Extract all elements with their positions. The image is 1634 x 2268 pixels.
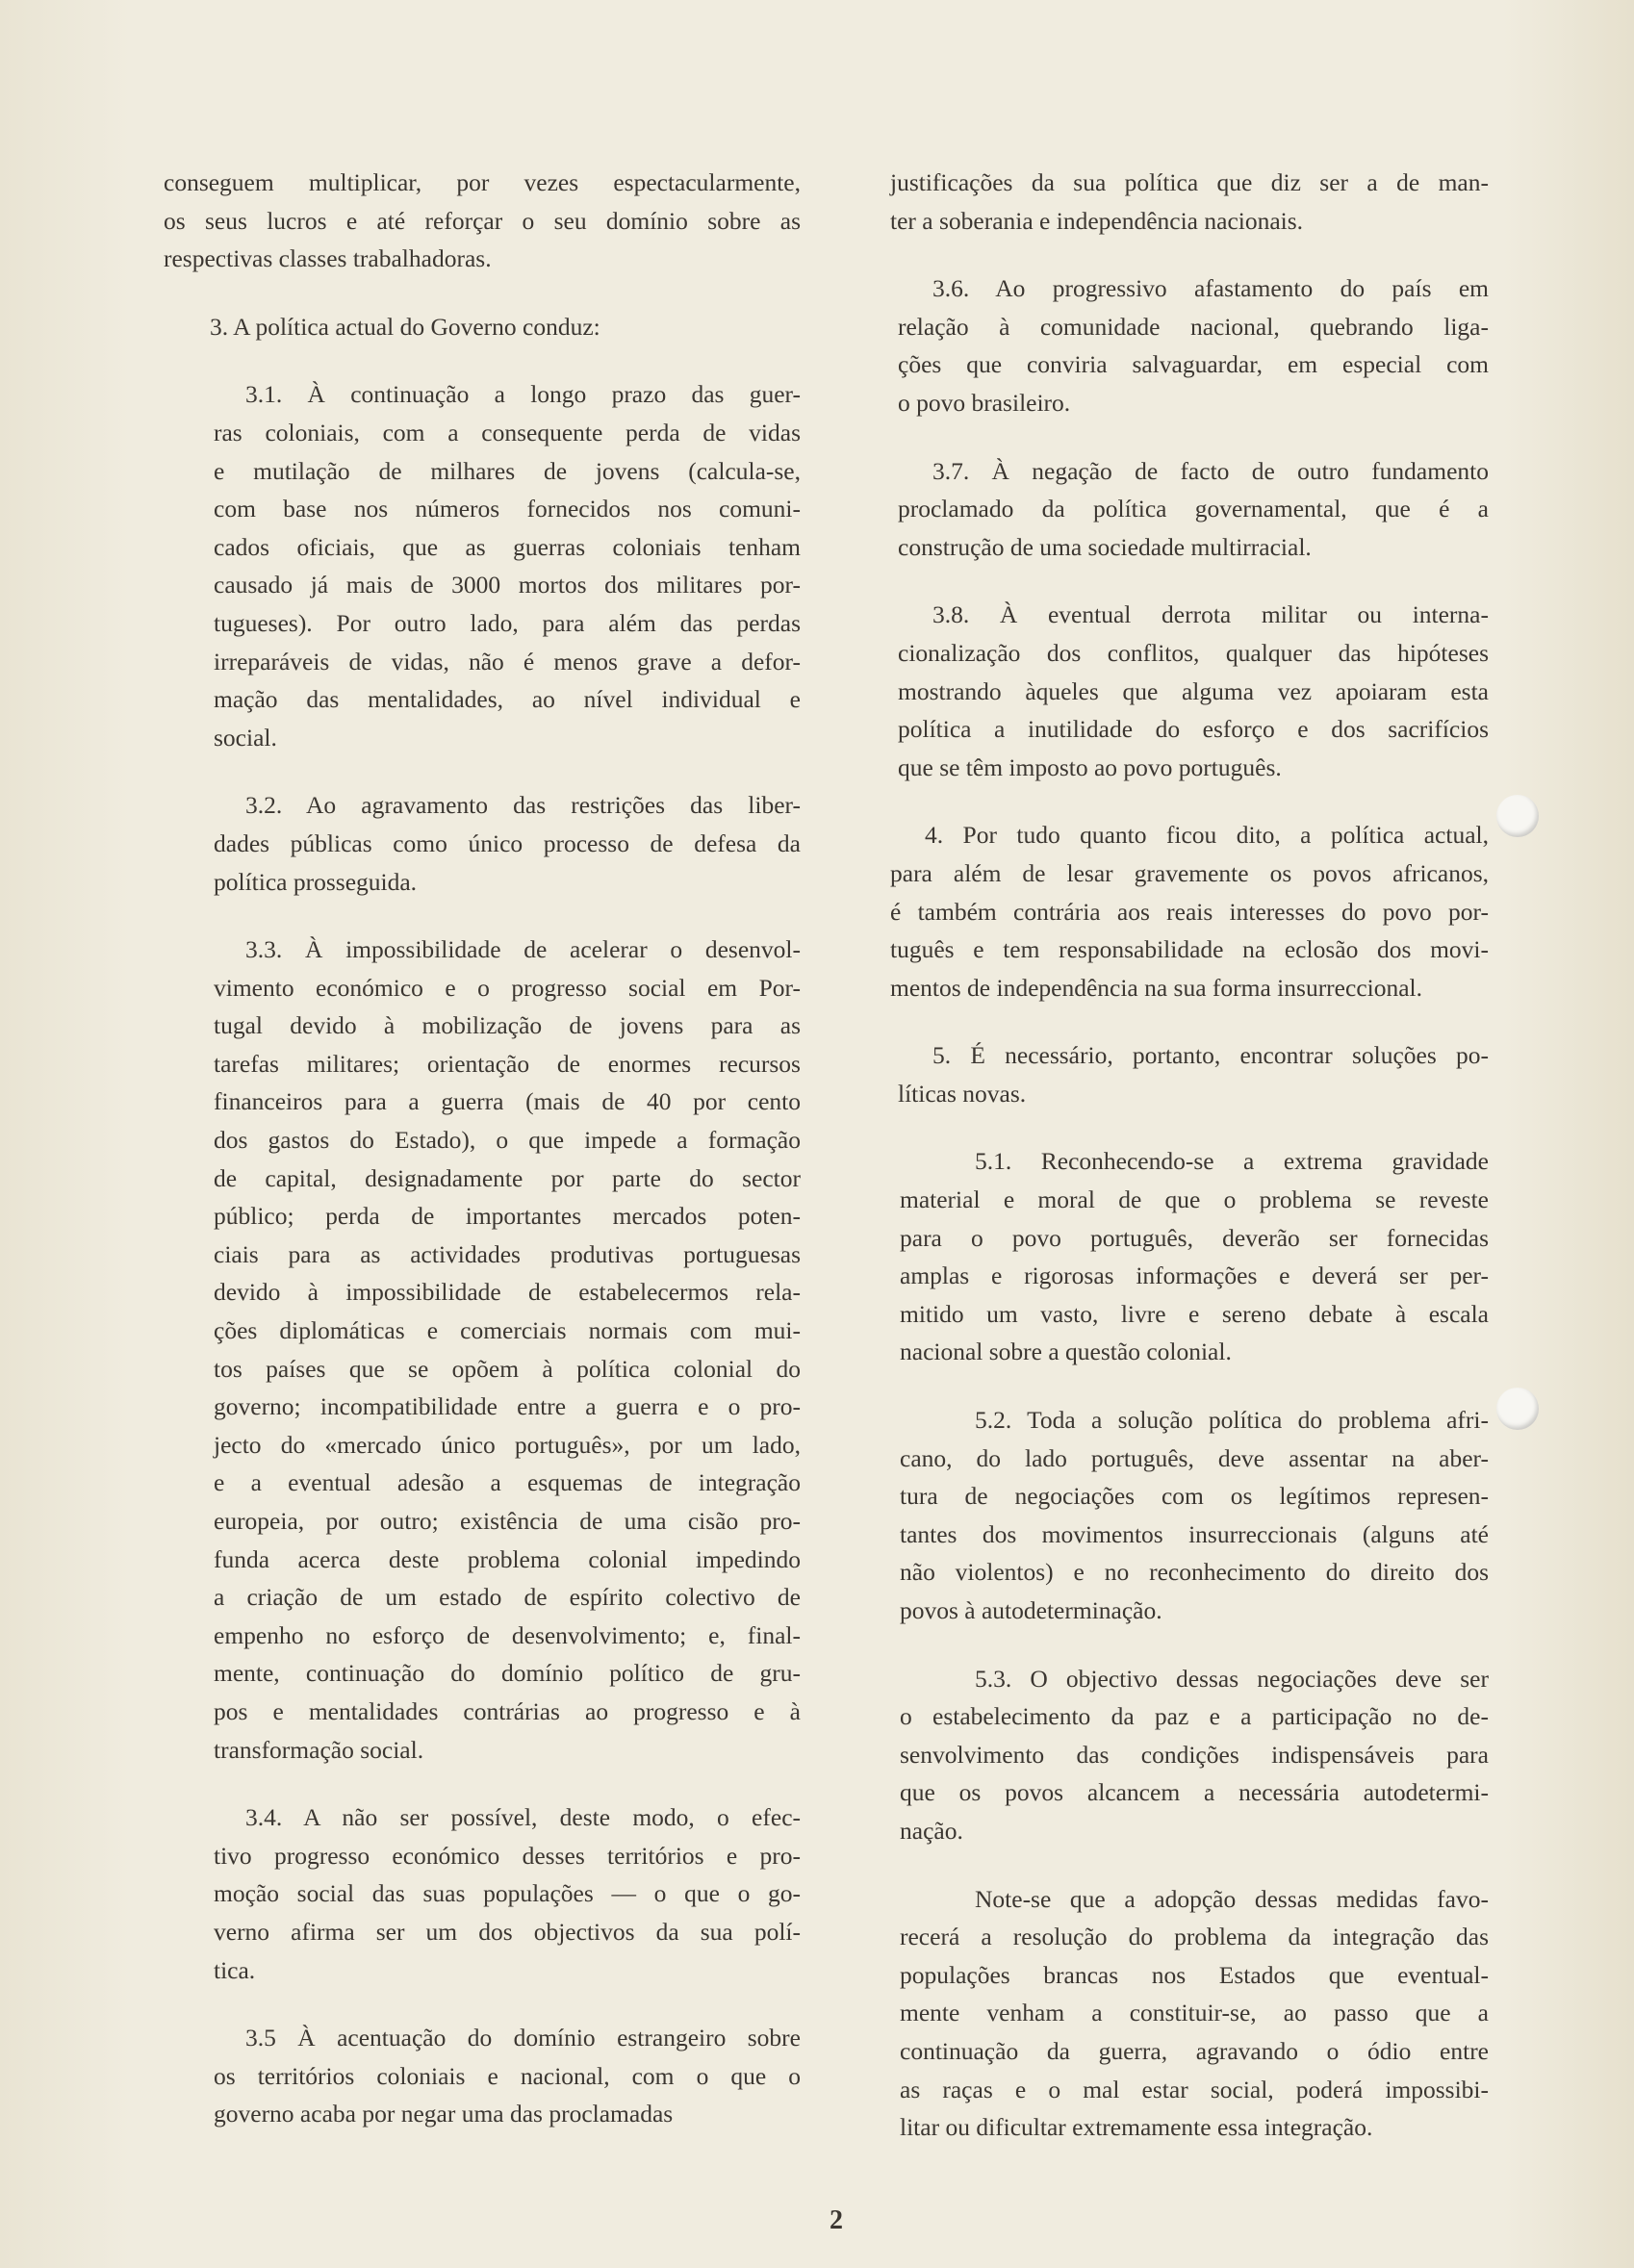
text-line: política prosseguida.	[214, 867, 418, 896]
text-line: o estabelecimento da paz e a participação no de-	[900, 1702, 1489, 1731]
text-line: dades públicas como único processo de defesa da	[214, 828, 801, 857]
text-line: mente venham a constituir-se, ao passo que a	[900, 1999, 1489, 2027]
text-line: de capital, designadamente por parte do sector	[214, 1163, 801, 1192]
text-line: causado já mais de 3000 mortos dos militares por-	[214, 571, 801, 599]
text-line: os seus lucros e até reforçar o seu domínio sobre as	[164, 206, 801, 235]
text-line: senvolvimento das condições indispensáveis para	[900, 1740, 1489, 1769]
text-line: 3.1. À continuação a longo prazo das guer-	[245, 380, 801, 409]
text-line: verno afirma ser um dos objectivos da sua polí-	[214, 1917, 801, 1946]
text-line: público; perda de importantes mercados poten-	[214, 1202, 801, 1231]
text-line: jecto do «mercado único português», por um lado,	[214, 1430, 801, 1459]
paragraph	[164, 308, 801, 346]
text-line: para o povo português, deverão ser fornecidas	[900, 1223, 1489, 1252]
text-line: nação.	[900, 1816, 963, 1845]
text-line: proclamado da política governamental, que é a	[898, 495, 1489, 523]
text-line: 5.2. Toda a solução política do problema afri-	[975, 1406, 1489, 1435]
text-line: 3.2. Ao agravamento das restrições das liber-	[245, 791, 801, 820]
text-line: continuação da guerra, agravando o ódio entre	[900, 2036, 1489, 2065]
text-line: cionalização dos conflitos, qualquer das hipóteses	[898, 638, 1489, 667]
text-line: e mutilação de milhares de jovens (calcula-se,	[214, 456, 801, 485]
text-line: mação das mentalidades, ao nível individual e	[214, 685, 801, 714]
text-line: mentos de independência na sua forma insurreccional.	[890, 973, 1422, 1002]
text-line: justificações da sua política que diz ser a de man-	[890, 168, 1489, 196]
text-line: governo acaba por negar uma das proclamadas	[214, 2100, 674, 2128]
text-line: e a eventual adesão a esquemas de integração	[214, 1468, 801, 1497]
text-line: empenho no esforço de desenvolvimento; e, final-	[214, 1620, 801, 1649]
text-line: não violentos) e no reconhecimento do direito dos	[900, 1558, 1489, 1587]
text-line: líticas novas.	[898, 1079, 1027, 1108]
paragraph	[164, 786, 801, 901]
right-column	[890, 164, 1489, 2177]
punch-hole-icon	[1496, 1388, 1539, 1430]
text-line: europeia, por outro; existência de uma cisão pro-	[214, 1507, 801, 1535]
text-line: tugueses). Por outro lado, para além das perdas	[214, 608, 801, 637]
text-line: ções que conviria salvaguardar, em especial com	[898, 350, 1489, 379]
text-line: tarefas militares; orientação de enormes recursos	[214, 1049, 801, 1078]
paragraph	[890, 1660, 1489, 1850]
text-line: conseguem multiplicar, por vezes espectacularmente,	[164, 168, 801, 196]
text-line: 5.1. Reconhecendo-se a extrema gravidade	[975, 1147, 1489, 1176]
paragraph	[890, 1880, 1489, 2147]
text-line: ções diplomáticas e comerciais normais com mui-	[214, 1316, 801, 1345]
text-line: construção de uma sociedade multirracial.	[898, 532, 1312, 561]
text-line: 3.4. A não ser possível, deste modo, o efec-	[245, 1803, 801, 1832]
paragraph	[890, 269, 1489, 421]
text-line: litar ou dificultar extremamente essa integração.	[900, 2113, 1373, 2142]
text-line: tantes dos movimentos insurreccionais (alguns até	[900, 1519, 1489, 1548]
text-line: vimento económico e o progresso social em Por-	[214, 973, 801, 1002]
text-line: transformação social.	[214, 1735, 424, 1764]
text-line: tura de negociações com os legítimos represen-	[900, 1482, 1489, 1511]
text-line: 3. A política actual do Governo conduz:	[210, 312, 600, 341]
paragraph	[164, 930, 801, 1769]
text-line: 4. Por tudo quanto ficou dito, a política actual,	[925, 821, 1489, 850]
paragraph	[890, 1036, 1489, 1112]
text-line: mente, continuação do domínio político de gru-	[214, 1659, 801, 1688]
page-number: 2	[830, 2205, 843, 2235]
text-line: governo; incompatibilidade entre a guerra e o pro-	[214, 1392, 801, 1421]
text-line: respectivas classes trabalhadoras.	[164, 244, 492, 273]
text-line: 3.3. À impossibilidade de acelerar o desenvol-	[245, 935, 801, 964]
text-line: política a inutilidade do esforço e dos sacrifícios	[898, 715, 1489, 744]
text-line: que se têm imposto ao povo português.	[898, 752, 1282, 781]
text-line: é também contrária aos reais interesses do povo por-	[890, 897, 1489, 926]
paragraph	[890, 1142, 1489, 1371]
text-line: moção social das suas populações — o que o go-	[214, 1879, 801, 1908]
text-line: financeiros para a guerra (mais de 40 por cento	[214, 1087, 801, 1116]
text-line: relação à comunidade nacional, quebrando liga-	[898, 312, 1489, 341]
text-line: 3.7. À negação de facto de outro fundamento	[932, 456, 1489, 485]
text-line: irreparáveis de vidas, não é menos grave a defor-	[214, 647, 801, 675]
paragraph	[890, 1401, 1489, 1630]
paragraph	[890, 596, 1489, 786]
text-line: pos e mentalidades contrárias ao progresso e à	[214, 1696, 801, 1725]
text-line: que os povos alcancem a necessária autodetermi-	[900, 1778, 1489, 1807]
text-line: 5. É necessário, portanto, encontrar soluções po-	[932, 1041, 1489, 1070]
text-line: povos à autodeterminação.	[900, 1596, 1162, 1624]
text-line: social.	[214, 723, 277, 752]
text-line: ciais para as actividades produtivas portuguesas	[214, 1239, 801, 1268]
text-line: o povo brasileiro.	[898, 388, 1071, 417]
text-line: ras coloniais, com a consequente perda de vidas	[214, 418, 801, 446]
paragraph	[164, 2019, 801, 2133]
text-line: tugal devido à mobilização de jovens para as	[214, 1011, 801, 1040]
text-line: mitido um vasto, livre e sereno debate à escala	[900, 1299, 1489, 1328]
text-line: ter a soberania e independência nacionais.	[890, 206, 1304, 235]
text-line: 5.3. O objectivo dessas negociações deve ser	[975, 1664, 1489, 1693]
paragraph	[164, 375, 801, 756]
text-line: funda acerca deste problema colonial impedindo	[214, 1544, 801, 1573]
paragraph	[164, 164, 801, 278]
text-line: para além de lesar gravemente os povos africanos,	[890, 858, 1489, 887]
text-line: tos países que se opõem à política colonial do	[214, 1354, 801, 1383]
text-line: dos gastos do Estado), o que impede a formação	[214, 1126, 801, 1155]
text-line: os territórios coloniais e nacional, com o que o	[214, 2061, 801, 2090]
paragraph	[890, 164, 1489, 240]
text-line: com base nos números fornecidos nos comuni-	[214, 495, 801, 523]
left-column	[164, 164, 801, 2163]
text-line: devido à impossibilidade de estabelecermos rela-	[214, 1278, 801, 1307]
text-line: populações brancas nos Estados que eventual-	[900, 1960, 1489, 1989]
text-line: 3.5 À acentuação do domínio estrangeiro sobre	[245, 2024, 801, 2052]
text-line: a criação de um estado de espírito colectivo de	[214, 1583, 801, 1612]
paragraph	[890, 816, 1489, 1007]
text-line: as raças e o mal estar social, poderá impossibi-	[900, 2075, 1489, 2103]
text-line: 3.6. Ao progressivo afastamento do país em	[932, 274, 1489, 303]
text-line: tica.	[214, 1955, 256, 1984]
paragraph	[890, 452, 1489, 567]
text-line: mostrando àqueles que alguma vez apoiaram esta	[898, 676, 1489, 705]
paragraph	[164, 1798, 801, 1989]
text-line: cano, do lado português, deve assentar na aber-	[900, 1443, 1489, 1472]
text-line: material e moral de que o problema se reveste	[900, 1185, 1489, 1214]
text-line: amplas e rigorosas informações e deverá ser per-	[900, 1261, 1489, 1290]
text-line: nacional sobre a questão colonial.	[900, 1338, 1232, 1366]
punch-hole-icon	[1496, 795, 1539, 837]
text-line: 3.8. À eventual derrota militar ou interna-	[932, 600, 1489, 629]
text-line: cados oficiais, que as guerras coloniais tenham	[214, 532, 801, 561]
text-line: tuguês e tem responsabilidade na eclosão dos movi-	[890, 935, 1489, 964]
text-line: recerá a resolução do problema da integração das	[900, 1923, 1489, 1951]
text-line: Note-se que a adopção dessas medidas favo-	[975, 1884, 1489, 1913]
text-line: tivo progresso económico desses territórios e pro-	[214, 1841, 801, 1870]
